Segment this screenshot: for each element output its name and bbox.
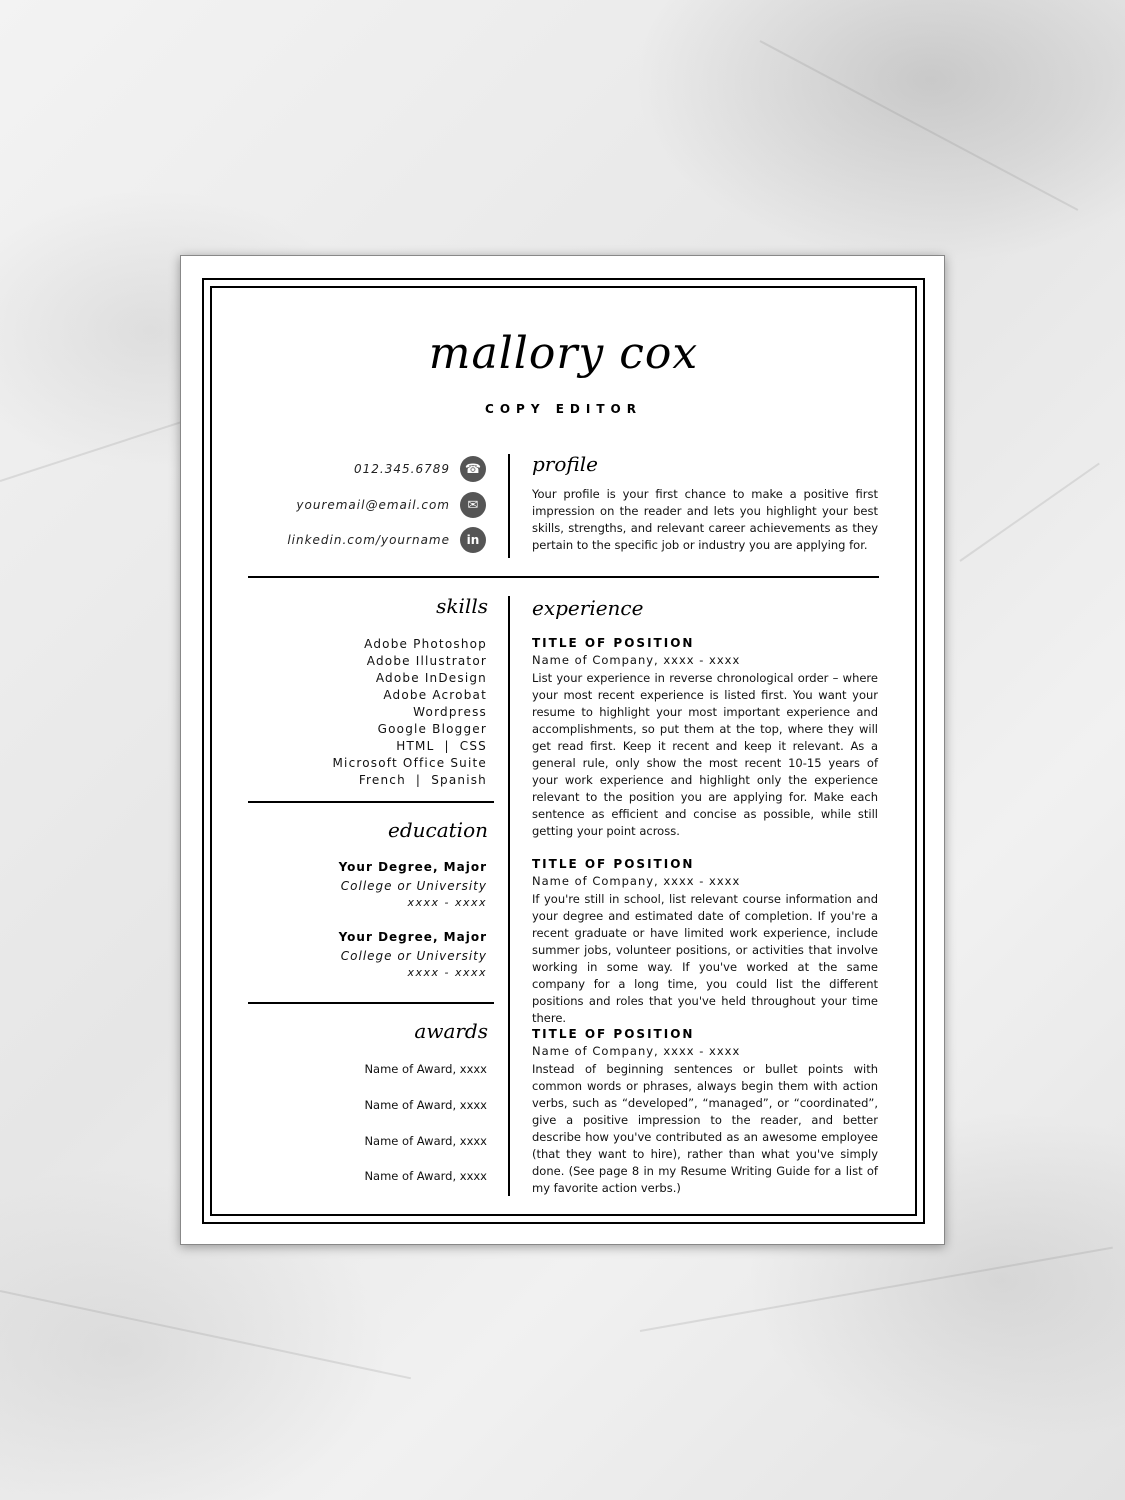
skills-divider bbox=[248, 801, 494, 803]
skill-item: Google Blogger bbox=[377, 722, 487, 736]
skill-item: Adobe InDesign bbox=[375, 671, 487, 685]
job-description: If you're still in school, list relevant course information and your degree and estimated date of completion. If you're a recent graduate or have limited work experience, include summer jobs, volunteer positions, or activities that involve working in some way. If you've worked at the same company for a long time, you could list the different positions and roles that you've held throughout your time there. bbox=[532, 892, 878, 1025]
column-divider bbox=[508, 596, 510, 1196]
education-item bbox=[281, 928, 487, 981]
award-item: Name of Award, xxxx bbox=[364, 1098, 487, 1112]
marble-vein bbox=[0, 418, 191, 482]
award-item: Name of Award, xxxx bbox=[364, 1134, 487, 1148]
skills-list bbox=[281, 636, 487, 789]
edu-degree: Your Degree, Major bbox=[338, 930, 487, 944]
edu-school: College or University bbox=[340, 949, 487, 963]
job-company: Name of Company, xxxx - xxxx bbox=[532, 874, 741, 888]
marble-vein bbox=[959, 463, 1099, 562]
skill-item: HTML | CSS bbox=[396, 739, 487, 753]
edu-years: xxxx - xxxx bbox=[407, 966, 487, 979]
edu-degree: Your Degree, Major bbox=[338, 860, 487, 874]
skill-item: French | Spanish bbox=[358, 773, 487, 787]
marble-vein bbox=[0, 1290, 411, 1379]
marble-vein bbox=[640, 1247, 1113, 1332]
profile-divider bbox=[508, 454, 510, 558]
phone-text: 012.345.6789 bbox=[354, 462, 450, 476]
education-item bbox=[281, 858, 487, 911]
skills-heading: skills bbox=[436, 594, 488, 618]
job-description: Instead of beginning sentences or bullet points with common words or phrases, always begin them with action verbs, such as “developed”, “managed”, or “coordinated”, give a positive impression to the reader, and better describe how you've contributed as an awesome employee (that they want to hire), rather than what you've simply done. (See page 8 in my Resume Writing Guide for a list of my favorite action verbs.) bbox=[532, 1062, 878, 1195]
education-heading: education bbox=[388, 818, 488, 842]
job-role: COPY EDITOR bbox=[485, 402, 642, 416]
job-title: TITLE OF POSITION bbox=[532, 1027, 695, 1041]
job-company: Name of Company, xxxx - xxxx bbox=[532, 653, 741, 667]
profile-heading: profile bbox=[532, 452, 598, 476]
education-divider bbox=[248, 1002, 494, 1004]
experience-heading: experience bbox=[532, 596, 644, 620]
skill-item: Wordpress bbox=[413, 705, 487, 719]
skill-item: Microsoft Office Suite bbox=[332, 756, 487, 770]
awards-heading: awards bbox=[414, 1019, 488, 1043]
edu-years: xxxx - xxxx bbox=[407, 896, 487, 909]
job-title: TITLE OF POSITION bbox=[532, 857, 695, 871]
job-title: TITLE OF POSITION bbox=[532, 636, 695, 650]
mail-icon: ✉ bbox=[460, 492, 486, 518]
linkedin-text: linkedin.com/yourname bbox=[287, 533, 450, 547]
candidate-name: mallory cox bbox=[428, 328, 699, 379]
job-company: Name of Company, xxxx - xxxx bbox=[532, 1044, 741, 1058]
email-text: youremail@email.com bbox=[296, 498, 450, 512]
award-item: Name of Award, xxxx bbox=[364, 1169, 487, 1183]
linkedin-icon: in bbox=[460, 527, 486, 553]
skill-item: Adobe Acrobat bbox=[383, 688, 487, 702]
job-description: List your experience in reverse chronological order – where your most recent experience is listed first. You want your resume to highlight your most important experience and accomplishments, so put them at the top, where they will get read first. Keep it recent and keep it relevant. As a general rule, only show the most recent 10-15 years of your work experience and highlight only the experience relevant to the position you are applying for. Make each sentence as efficient and concise as possible, while still getting your point across. bbox=[532, 671, 878, 838]
resume-page bbox=[180, 255, 945, 1245]
skill-item: Adobe Illustrator bbox=[366, 654, 487, 668]
marble-vein bbox=[760, 40, 1079, 211]
phone-icon: ☎ bbox=[460, 456, 486, 482]
edu-school: College or University bbox=[340, 879, 487, 893]
section-divider bbox=[248, 576, 879, 578]
award-item: Name of Award, xxxx bbox=[364, 1062, 487, 1076]
profile-text: Your profile is your first chance to make a positive first impression on the reader and lets you highlight your best skills, strengths, and relevant career achievements as they pertain to the specific job or industry you are applying for. bbox=[532, 487, 878, 552]
skill-item: Adobe Photoshop bbox=[364, 637, 487, 651]
